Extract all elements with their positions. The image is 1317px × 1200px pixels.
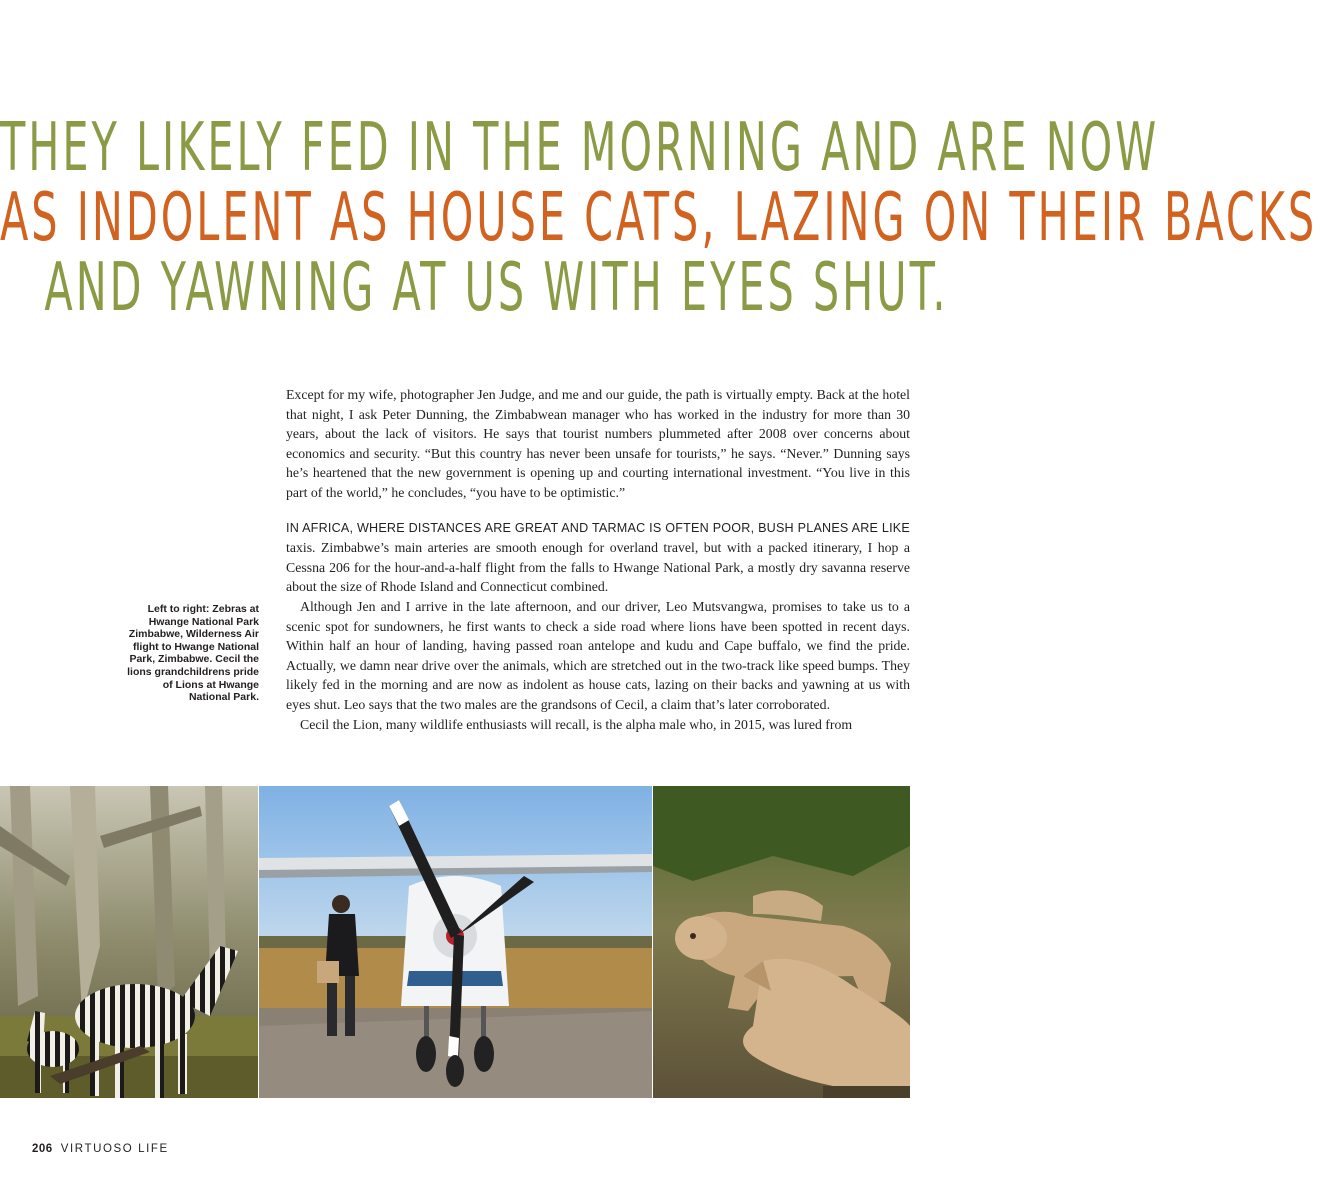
body-paragraph-4: Cecil the Lion, many wildlife enthusiasts will recall, is the alpha male who, in 2015, was lured from: [300, 716, 853, 732]
body-paragraph-2-text: taxis. Zimbabwe’s main arteries are smooth enough for overland travel, but with a packed itinerary, I hop a Cessna 206 for the hour-and-a-half flight from the falls to Hwange National Park, a mostly dry savanna reserve about the size of Rhode Island and Connecticut combined.: [286, 540, 910, 595]
page-folio: [32, 1143, 169, 1155]
page-number: 206: [32, 1143, 53, 1155]
body-paragraph-2: [286, 518, 910, 597]
publication-name: VIRTUOSO LIFE: [60, 1143, 169, 1155]
section-lead-in: IN AFRICA, WHERE DISTANCES ARE GREAT AND TARMAC IS OFTEN POOR, BUSH PLANES ARE LIKE: [286, 520, 910, 535]
body-paragraph-3: Although Jen and I arrive in the late afternoon, and our driver, Leo Mutsvangwa, promises to take us to a scenic spot for sundowners, he first wants to check a side road where lions have been spotted in recent days. Within half an hour of landing, having passed roan antelope and kudu and Cape buffalo, we find the pride. Actually, we damn near drive over the animals, which are stretched out in the two-track like speed bumps. They likely fed in the morning and are now as indolent as house cats, lazing on their backs and yawning at us with eyes shut. Leo says that the two males are the grandsons of Cecil, a claim that’s later corroborated.: [286, 598, 910, 712]
photo-strip: [0, 786, 910, 1098]
body-paragraph-1: Except for my wife, photographer Jen Judge, and me and our guide, the path is virtually empty. Back at the hotel that night, I ask Peter Dunning, the Zimbabwean manager who has worked in the industry for more than 30 years, about the lack of visitors. He says that tourist numbers plummeted after 2008 over concerns about economics and security. “But this country has never been unsafe for tourists,” he says. “Never.” Dunning says he’s heartened that the new government is opening up and courting international investment. “You live in this part of the world,” he concludes, “you have to be optimistic.”: [286, 387, 910, 500]
article-body: [286, 385, 910, 734]
lions-photo: [653, 786, 910, 1098]
zebra-photo: [0, 786, 258, 1098]
pull-quote-line-3: AND YAWNING AT US WITH EYES SHUT.: [44, 247, 949, 327]
plane-photo: [259, 786, 652, 1098]
photo-caption: Left to right: Zebras at Hwange National Park Zimbabwe, Wilderness Air flight to Hwange National Park, Zimbabwe. Cecil the lions grandchildrens pride of Lions at Hwange National Park.: [127, 603, 259, 704]
pull-quote-line-1: THEY LIKELY FED IN THE MORNING AND ARE NOW: [0, 107, 1160, 187]
pull-quote-line-2: AS INDOLENT AS HOUSE CATS, LAZING ON THEIR BACKS: [0, 177, 1317, 257]
pull-quote: [0, 107, 1317, 327]
